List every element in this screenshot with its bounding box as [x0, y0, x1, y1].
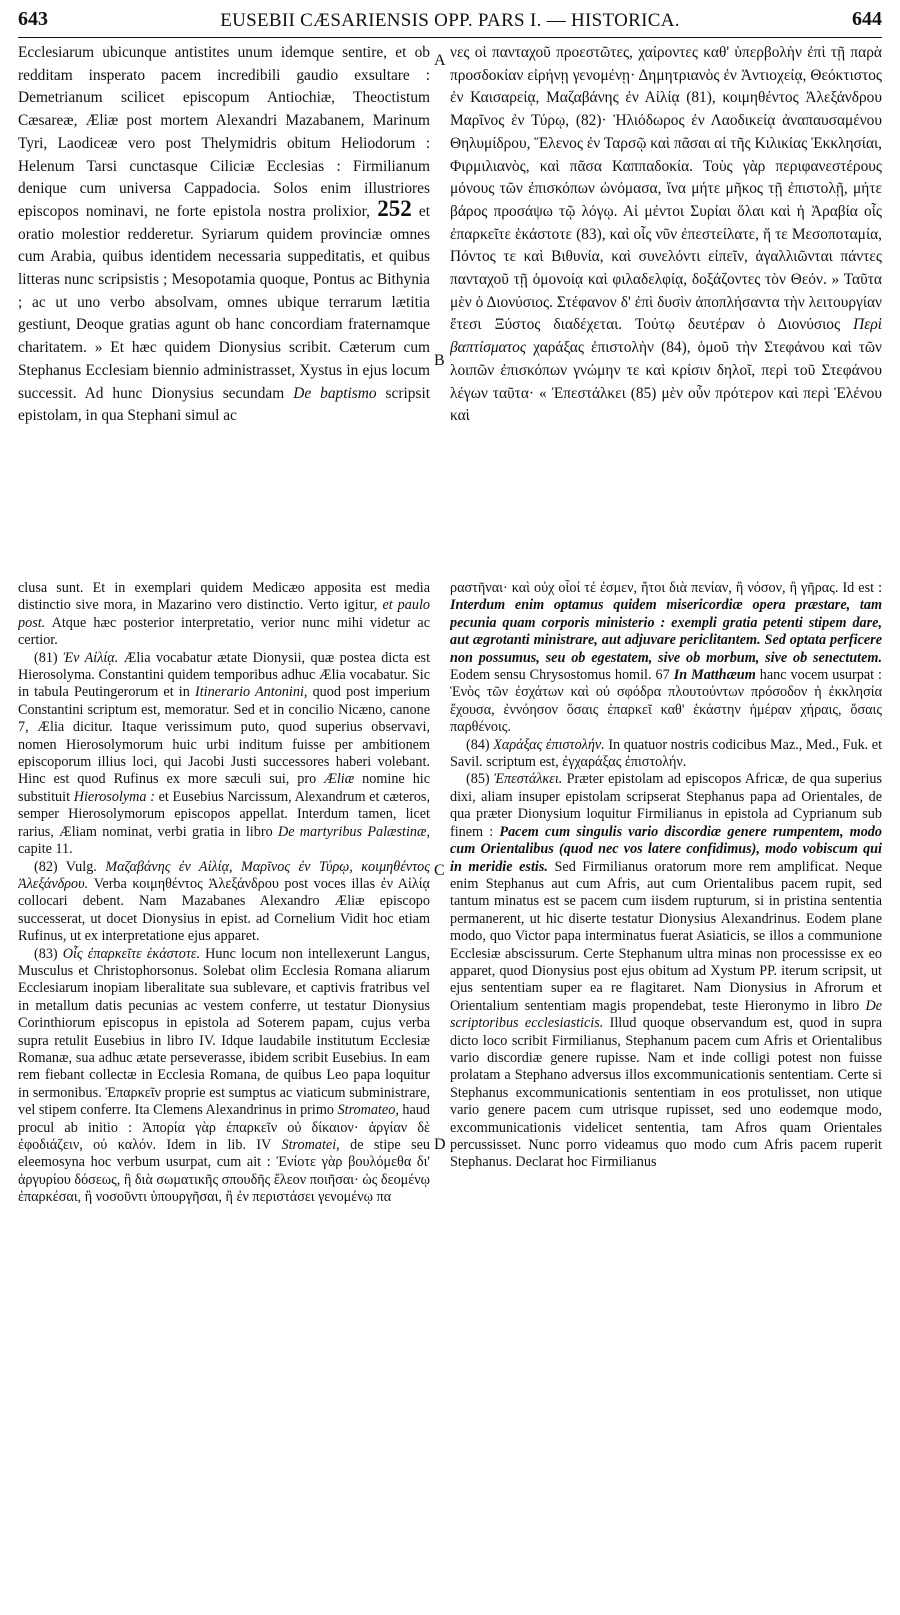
- note-continuation: clusa sunt. Et in exemplari quidem Medicæo apposita est media distinctio sive mora, in Mazarino vero distinctio. Verto igitur, et paulo post. Atque hæc posterior interpretatio, verior nunc mihi videtur ac certior.: [18, 580, 430, 649]
- greek-text-column: [450, 42, 882, 567]
- running-title: EUSEBII CÆSARIENSIS OPP. PARS I. — HISTORICA.: [220, 10, 680, 31]
- right-notes-column: [450, 580, 882, 1602]
- note-83: (83) Οἷς ἐπαρκεῖτε ἑκάστοτε. Hunc locum non intellexerunt Langus, Musculus et Christophorsonus. Solebat olim Ecclesia Romana aliarum Ecclesiarum inopiam liberalitate sua sublevare, et captivis fratribus vel in metallum datis pecunias ac vestem conferre, ut testatur Dionysius Corinthiorum episcopus in epistola ad Soterem papam, cujus verba supra retulit Eusebius in libro IV. Idque laudabile institutum Ecclesiæ Romanæ, sua adhuc ætate perseverasse, ibidem scribit Eusebius. In eam rem fiebant collectæ in Ecclesia Romana, de quibus Leo papa loquitur in sermonibus. Ἐπαρκεῖν proprie est sumptus ac viaticum subministrare, vel stipem conferre. Ita Clemens Alexandrinus in primo Stromateo, haud procul ab initio : Ἀπορία γὰρ ἐπαρκεῖν οὐ δίκαιον· ἀργίαν δὲ ἐφοδιάζειν, οὐ καλόν. Idem in lib. IV Stromatei, de stipe seu eleemosyna hoc verbum usurpat, cum ait : Ἐνίοτε γὰρ βουλόμεθα δι' ἀργυρίου δόσεως, ἢ διὰ σωματικῆς σπουδῆς ἔλεον ποιῆσαι· ὡς δεομένῳ ἐπαρκέσαι, ἢ νοσοῦντι ὑπουργῆσαι, ἢ ἐν περιστάσει γενομένῳ πα: [18, 945, 430, 1206]
- page-header: [18, 8, 882, 36]
- note-84: (84) Χαράξας ἐπιστολήν. In quatuor nostris codicibus Maz., Med., Fuk. et Savil. scriptum est, ἐγχαράξας ἐπιστολήν.: [450, 736, 882, 771]
- note-82: (82) Vulg. Μαζαβάνης ἐν Αἰλίᾳ, Μαρῖνος ἐν Τύρῳ, κοιμηθέντος Ἀλεξάνδρου. Verba κοιμηθέντος Ἀλεξάνδρου post voces illas ἐν Αἰλίᾳ collocari debent. Nam Mazabanes Alexandro Æliæ episcopo successerat, ut docet Dionysius in epist. ad Cornelium Vidit hoc etiam Rufinus, ut ex interpretatione ejus apparet.: [18, 858, 430, 945]
- margin-letter-b: B: [434, 352, 445, 369]
- section-marker: 252: [377, 195, 412, 221]
- margin-letter-a: A: [434, 52, 446, 69]
- note-85: (85) Ἐπεστάλκει. Præter epistolam ad episcopos Africæ, de qua superius dixi, aliam insuper epistolam scripserat Stephanus papa ad Orientales, de qua præter Dionysium loquitur Firmilianus in epistola ad Cyprianum sub finem : Pacem cum singulis vario discordiæ genere rumpentem, modo cum Orientalibus (quod nec vos latere confidimus), modo vobiscum qui in meridie estis. Sed Firmilianus oratorum more rem amplificat. Neque enim Stephanus aut cum Afris, aut cum Orientalibus pacem rupit, sed tantum minatus est se pacem cum iisdem rupturum, si in pristina sententia permanerent, ut hic diserte testatur Dionysius Alexandrinus. Eodem plane modo, quo Victor papa interminatus fuerat Asiaticis, se illos a communione Ecclesiæ abscissurum. Certe Stephanum ultra minas non processisse ex eo apparet, quod Dionysius post ejus obitum ad Xystum PP. iterum scripsit, ut ejus sententiam super ea re flagitaret. Nam Dionysius in Afrorum et Orientalium sententiam magis propendebat, teste Hieronymo in libro De scriptoribus ecclesiasticis. Illud quoque observandum est, quod in supra dicto loco scribit Firmilianus, Stephanum pacem cum Afris et Orientalibus vario discordiæ genere rupisse. Nam et inde colligi potest non fuisse prolatam a Stephano adversus illos excommunicationis sententiam. Certe si Stephanus excommunicationis sententiam in eos protulisset, non utique vario genere pacem cum utrisque rupisset, sed uno eodemque modo, excommunicationis videlicet sententia, tam Afros quam Orientales percussisset. Nunc porro videamus quo modo cum Afris pacem ruperit Stephanus. Declarat hoc Firmilianus: [450, 771, 882, 1171]
- header-rule: [18, 37, 882, 38]
- latin-text-column: [18, 42, 430, 567]
- margin-letter-c: C: [434, 862, 445, 879]
- note-continuation-right: ραστῆναι· καὶ οὐχ οἷοί τέ ἐσμεν, ἤτοι διὰ πενίαν, ἢ νόσον, ἢ γῆρας. Id est : Interdum enim optamus quidem misericordiæ opera præstare, tam pecunia quam corporis ministerio : exempli gratia petenti stipem dare, aut ægrotanti ministrare, aut adjuvare periclitantem. Sed optata perficere non possumus, seu ob egestatem, sive ob morbum, sive ob senectutem. Eodem sensu Chrysostomus homil. 67 In Matthæum hanc vocem usurpat : Ἑνὸς τῶν ἐσχάτων καὶ οὐ σφόδρα πλουτούντων πρόσοδον ἡ ἐκκλησία ἔχουσα, ἐννόησον ὅσαις ἐπαρκεῖ καθ' ἑκάστην ἡμέραν χήραις, ὅσαις παρθένοις.: [450, 580, 882, 736]
- left-notes-column: [18, 580, 430, 1602]
- greek-paragraph: νες οἱ πανταχοῦ προεστῶτες, χαίροντες καθ' ὑπερβολὴν ἐπὶ τῇ παρὰ προσδοκίαν εἰρήνῃ γενομένῃ· Δημητριανὸς ἐν Ἀντιοχείᾳ, Θεόκτιστος ἐν Καισαρείᾳ, Μαζαβάνης ἐν Αἰλίᾳ (81), κοιμηθέντος Ἀλεξάνδρου Μαρῖνος ἐν Τύρῳ, (82)· Ἡλιόδωρος ἐν Λαοδικείᾳ ἀναπαυσαμένου Θηλυμίδρου, Ἕλενος ἐν Ταρσῷ καὶ πᾶσαι αἱ τῆς Κιλικίας Ἐκκλησίαι, Φιρμιλιανὸς, καὶ πᾶσα Καππαδοκία. Τοὺς γὰρ περιφανεστέρους μόνους τῶν ἐπισκόπων ὠνόμασα, ἵνα μήτε μῆκος τῇ ἐπιστολῇ, μήτε βάρος προσάψω τῷ λόγῳ. Αἱ μέντοι Συρίαι ὅλαι καὶ ἡ Ἀραβία οἷς ἐπαρκεῖτε ἑκάστοτε (83), καὶ οἷς νῦν ἐπεστείλατε, ἥ τε Μεσοποταμία, Πόντος τε καὶ Βιθυνία, καὶ συνελόντι εἰπεῖν, ἀγαλλιῶνται πάντες πανταχοῦ τῇ ὁμονοίᾳ καὶ φιλαδελφίᾳ, δοξάζοντες τὸν Θεόν. » Ταῦτα μὲν ὁ Διονύσιος. Στέφανον δ' ἐπὶ δυσὶν ἀποπλήσαντα τὴν λειτουργίαν ἔτεσι Ξύστος διαδέχεται. Τούτῳ δευτέραν ὁ Διονύσιος Περὶ βαπτίσματος χαράξας ἐπιστολὴν (84), ὁμοῦ τὴν Στεφάνου καὶ τῶν λοιπῶν ἐπισκόπων γνώμην τε καὶ κρίσιν δηλοῖ, περὶ τοῦ Στεφάνου λέγων ταῦτα· « Ἐπεστάλκει (85) μὲν οὖν πρότερον καὶ περὶ Ἑλένου καὶ: [450, 44, 882, 425]
- page-number-right: 644: [852, 8, 882, 30]
- latin-paragraph: Ecclesiarum ubicunque antistites unum idemque sentire, et ob redditam insperato pacem incredibili gaudio exsultare : Demetrianum scilicet episcopum Antiochiæ, Theoctistum Cæsareæ, Æliæ post mortem Alexandri Mazabanem, Marinum Tyri, Laodiceæ vero post Thelymidris obitum Heliodorum : Helenum Tarsi cunctasque Ciliciæ Ecclesias : Firmilianum denique cum universa Cappadocia. Solos enim illustriores episcopos nominavi, ne forte epistola nostra prolixior, 252 et oratio molestior redderetur. Syriarum quidem provinciæ omnes cum Arabia, quibus identidem necessaria suppeditatis, et quibus litteras nunc scripsistis ; Mesopotamia quoque, Pontus ac Bithynia ; ac ut uno verbo absolvam, omnes ubique terrarum lætitia gestiunt, Deoque gratias agunt ob hanc concordiam fraternamque charitatem. » Et hæc quidem Dionysius scribit. Cæterum cum Stephanus Ecclesiam biennio administrasset, Xystus in ejus locum successit. Ad hunc Dionysius secundam De baptismo scripsit epistolam, in qua Stephani simul ac: [18, 44, 430, 425]
- note-81: (81) Ἐν Αἰλίᾳ. Ælia vocabatur ætate Dionysii, quæ postea dicta est Hierosolyma. Constantini quidem temporibus adhuc Ælia vocabatur. Sic in tabula Peutingerorum et in Itinerario Antonini, quod post imperium Constantini scriptum est, memoratur. Sed et in concilio Nicæno, canone 7, Ælia dicitur. Itaque verissimum puto, quod superius observavi, nomen Hierosolymorum huic urbi inditum fuisse per ambitionem episcoporum illius loci, qui Jacobi Justi successores haberi volebant. Hinc est quod Rufinus ex more sæculi sui, pro Æliæ nomine hic substituit Hierosolyma : et Eusebius Narcissum, Alexandrum et cæteros, semper Hierosolymorum episcopos appellat. Interdum tamen, licet rarius, Æliam nominat, verbi gratia in libro De martyribus Palæstinæ, capite 11.: [18, 649, 430, 858]
- page-number-left: 643: [18, 8, 48, 30]
- margin-letter-d: D: [434, 1136, 446, 1153]
